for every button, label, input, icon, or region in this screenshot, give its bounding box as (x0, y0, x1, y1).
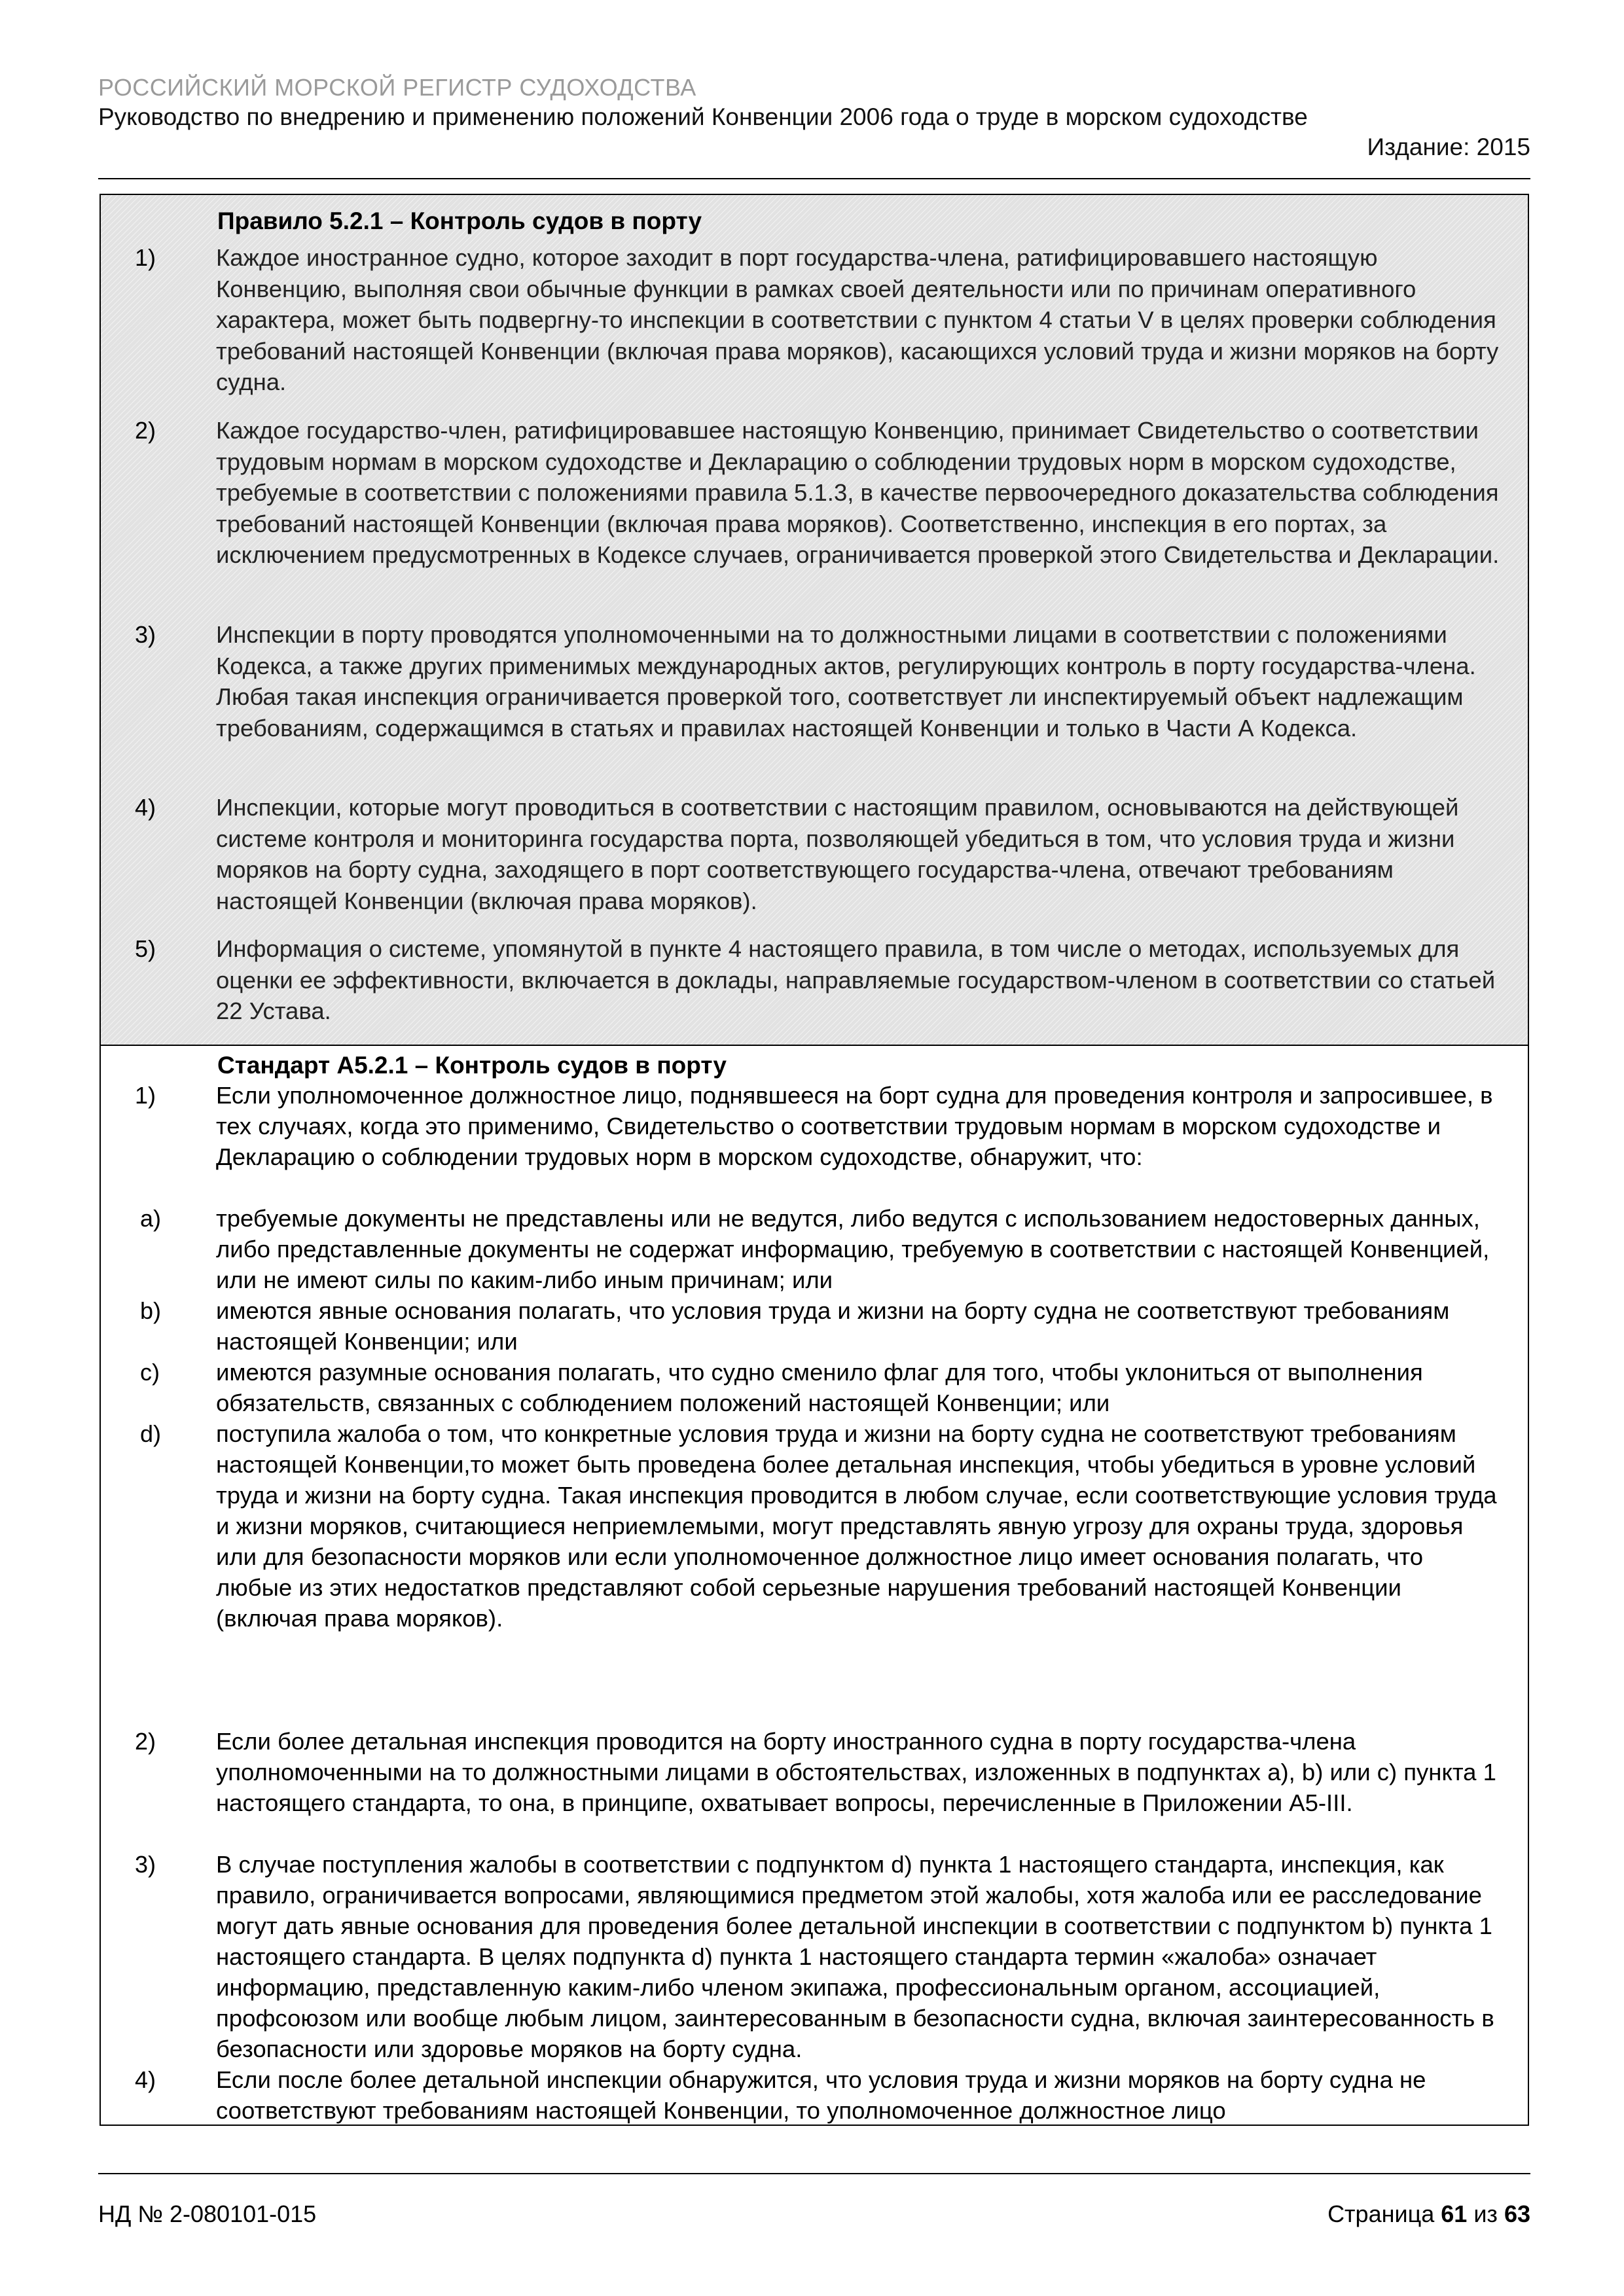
item-number: b) (140, 1297, 162, 1324)
item-text: требуемые документы не представлены или не ведутся, либо ведутся с использованием недостоверных данных, либо представленные документы не содержат информацию, требуемую в соответствии с настоящей Конвенцией, или не имеют силы по каким-либо иным причинам; или (216, 1205, 1490, 1293)
organization-name: РОССИЙСКИЙ МОРСКОЙ РЕГИСТР СУДОХОДСТВА (98, 74, 696, 101)
standard-item (101, 1849, 1528, 2064)
footer-divider (98, 2173, 1530, 2174)
content-frame (99, 194, 1529, 2126)
standard-title: Стандарт А5.2.1 – Контроль судов в порту (217, 1052, 727, 1079)
document-number: НД № 2-080101-015 (98, 2200, 317, 2227)
rule-item (101, 415, 1528, 571)
page-label: Страница (1327, 2200, 1435, 2227)
item-number: 4) (135, 2066, 156, 2093)
item-text: Инспекции, которые могут проводиться в соответствии с настоящим правилом, основываются на действующей системе контроля и мониторинга государства порта, позволяющей убедиться в том, что условия труда и жизни моряков на борту судна, заходящего в порт соответствующего государства-члена, отвечают требованиям настоящей Конвенции (включая права моряков). (216, 794, 1459, 914)
item-number: 1) (135, 1082, 156, 1109)
item-text: имеются явные основания полагать, что условия труда и жизни на борту судна не соответствуют требованиям настоящей Конвенции; или (216, 1297, 1450, 1355)
item-number: 1) (135, 244, 156, 271)
rule-item (101, 933, 1528, 1027)
edition-label: Издание: 2015 (1367, 134, 1530, 160)
header-divider (98, 178, 1530, 179)
standard-item (101, 2064, 1528, 2126)
item-number: 4) (135, 794, 156, 821)
item-text: В случае поступления жалобы в соответствии с подпунктом d) пункта 1 настоящего стандарта, инспекция, как правило, ограничивается вопросами, являющимися предметом этой жалобы, хотя жалоба или ее расследование могут дать явные основания для проведения более детальной инспекции в соответствии с подпунктом b) пункта 1 настоящего стандарта. В целях подпункта d) пункта 1 настоящего стандарта термин «жалоба» означает информацию, представленную каким-либо членом экипажа, профессиональным органом, ассоциацией, профсоюзом или вообще любым лицом, заинтересованным в безопасности судна, включая заинтересованность в безопасности или здоровье моряков на борту судна. (216, 1851, 1494, 2062)
item-number: 2) (135, 417, 156, 444)
item-number: 2) (135, 1728, 156, 1755)
item-number: 3) (135, 621, 156, 648)
rule-section (101, 195, 1528, 1046)
item-number: d) (140, 1420, 162, 1447)
page-indicator (1327, 2200, 1530, 2228)
item-number: a) (140, 1205, 162, 1232)
item-number: c) (140, 1359, 160, 1386)
rule-item (101, 242, 1528, 398)
standard-item (101, 1203, 1528, 1295)
item-text: Если уполномоченное должностное лицо, поднявшееся на борт судна для проведения контроля и запросившее, в тех случаях, когда это применимо, Свидетельство о соответствии трудовым нормам в морском судоходстве и Декларацию о соблюдении трудовых норм в морском судоходстве, обнаружит, что: (216, 1082, 1493, 1170)
page-of: из (1473, 2200, 1498, 2227)
item-text: Инспекции в порту проводятся уполномоченными на то должностными лицами в соответствии с положениями Кодекса, а также других применимых международных актов, регулирующих контроль в порту государства-члена. Любая такая инспекция ограничивается проверкой того, соответствует ли инспектируемый объект надлежащим требованиям, содержащимся в статьях и правилах настоящей Конвенции и только в Части А Кодекса. (216, 621, 1476, 742)
standard-item (101, 1418, 1528, 1634)
page-total: 63 (1504, 2200, 1530, 2227)
rule-item (101, 792, 1528, 916)
standard-item (101, 1295, 1528, 1357)
item-text: Информация о системе, упомянутой в пункте 4 настоящего правила, в том числе о методах, используемых для оценки ее эффективности, включается в доклады, направляемые государством-членом в соответствии со статьей 22 Устава. (216, 935, 1496, 1024)
item-text: Каждое иностранное судно, которое заходит в порт государства-члена, ратифицировавшего настоящую Конвенцию, выполняя свои обычные функции в рамках своей деятельности или по причинам оперативного характера, может быть подвергну-то инспекции в соответствии с пунктом 4 статьи V в целях проверки соблюдения требований настоящей Конвенции (включая права моряков), касающихся условий труда и жизни моряков на борту судна. (216, 244, 1499, 395)
document-subtitle: Руководство по внедрению и применению положений Конвенции 2006 года о труде в морском судоходстве (98, 103, 1308, 130)
page-header (98, 73, 1530, 162)
rule-title: Правило 5.2.1 – Контроль судов в порту (217, 207, 702, 234)
standard-item (101, 1357, 1528, 1418)
standard-item (101, 1726, 1528, 1818)
item-text: Если более детальная инспекция проводится на борту иностранного судна в порту государства-члена уполномоченными на то должностными лицами в обстоятельствах, изложенных в подпунктах a), b) или c) пункта 1 настоящего стандарта, то она, в принципе, охватывает вопросы, перечисленные в Приложении А5-III. (216, 1728, 1496, 1816)
rule-item (101, 619, 1528, 744)
item-number: 5) (135, 935, 156, 962)
item-text: Если после более детальной инспекции обнаружится, что условия труда и жизни моряков на борту судна не соответствуют требованиям настоящей Конвенции, то уполномоченное должностное лицо (216, 2066, 1426, 2124)
item-number: 3) (135, 1851, 156, 1878)
standard-item (101, 1080, 1528, 1172)
page-current: 61 (1441, 2200, 1468, 2227)
item-text: Каждое государство-член, ратифицировавшее настоящую Конвенцию, принимает Свидетельство о соответствии трудовым нормам в морском судоходстве и Декларацию о соблюдении трудовых норм в морском судоходстве, требуемые в соответствии с положениями правила 5.1.3, в качестве первоочередного доказательства соблюдения требований настоящей Конвенции (включая права моряков). Соответственно, инспекция в его портах, за исключением предусмотренных в Кодексе случаев, ограничивается проверкой этого Свидетельства и Декларации. (216, 417, 1500, 568)
item-text: имеются разумные основания полагать, что судно сменило флаг для того, чтобы уклониться от выполнения обязательств, связанных с соблюдением положений настоящей Конвенции; или (216, 1359, 1423, 1416)
item-text: поступила жалоба о том, что конкретные условия труда и жизни на борту судна не соответствуют требованиям настоящей Конвенции,то может быть проведена более детальная инспекция, чтобы убедиться в уровне условий труда и жизни на борту судна. Такая инспекция проводится в любом случае, если соответствующие условия труда и жизни моряков, считающиеся неприемлемыми, могут представлять явную угрозу для охраны труда, здоровья или для безопасности моряков или если уполномоченное должностное лицо имеет основания полагать, что любые из этих недостатков представляют собой серьезные нарушения требований настоящей Конвенции (включая права моряков). (216, 1420, 1497, 1632)
